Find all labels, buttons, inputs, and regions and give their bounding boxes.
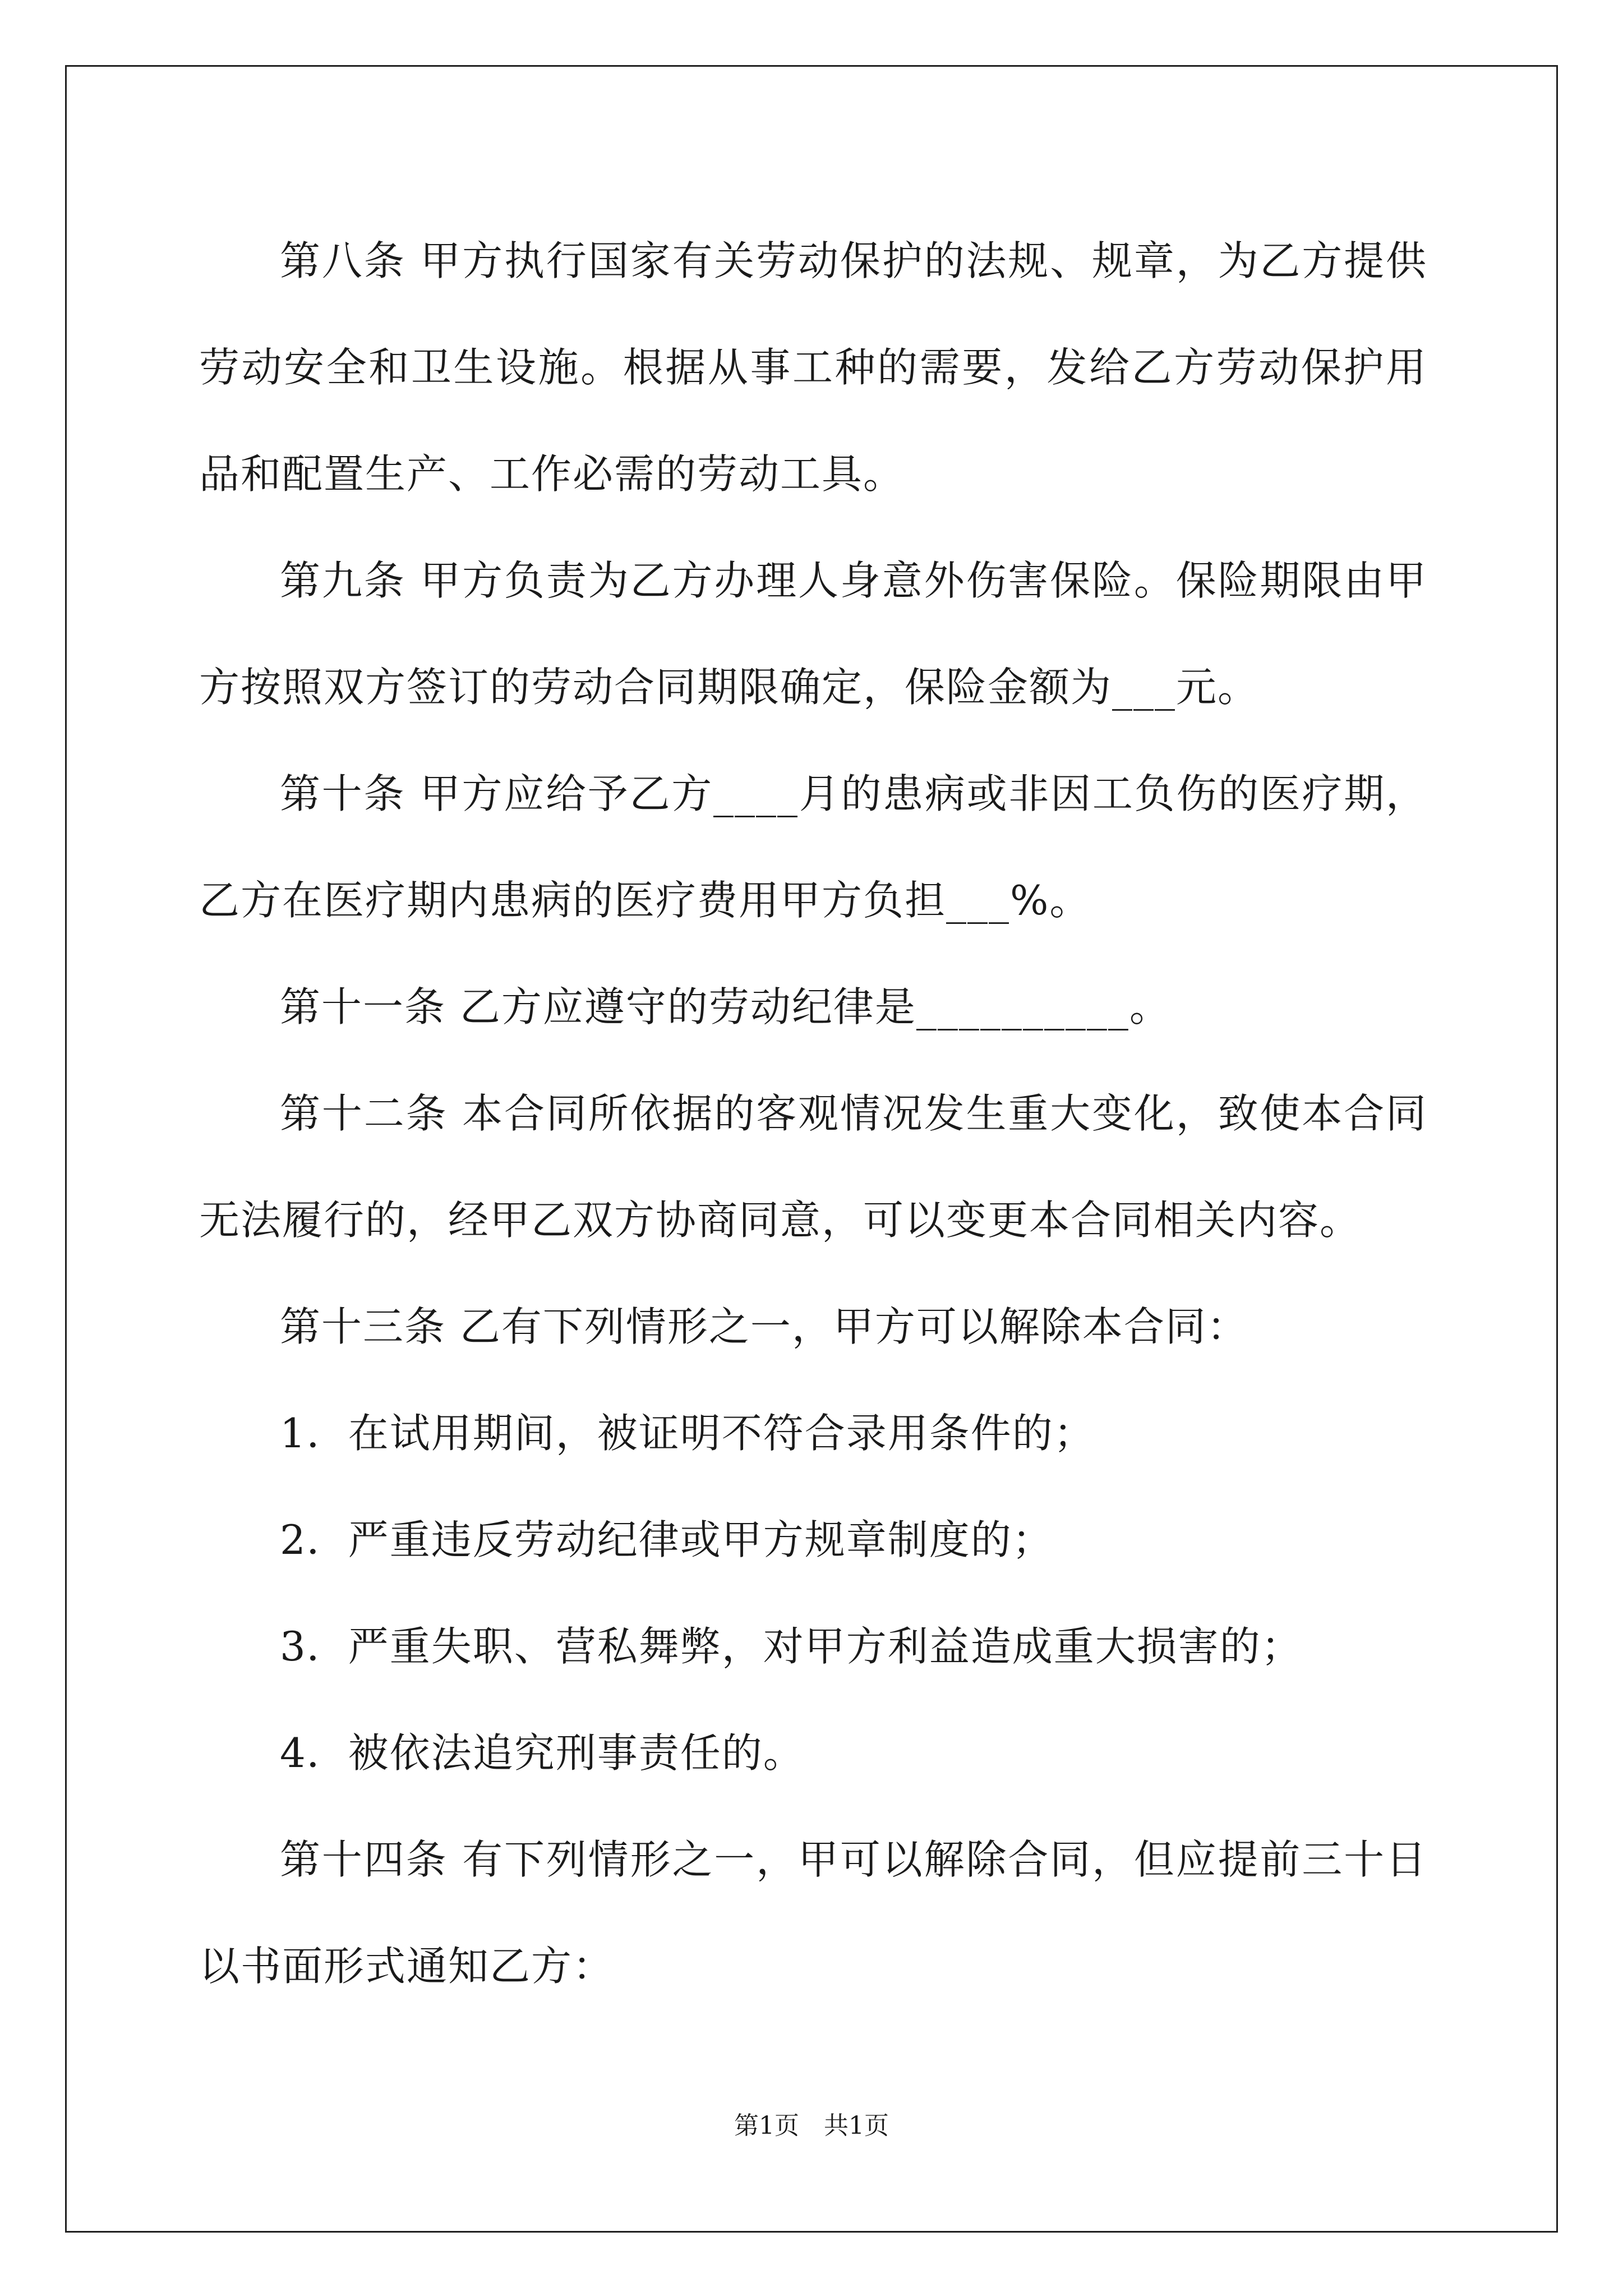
paragraph-article-9: 第九条 甲方负责为乙方办理人身意外伤害保险。保险期限由甲方按照双方签订的劳动合同期限确定，保险金额为___元。	[199, 557, 1427, 711]
list-item-13-1: 1．在试用期间，被证明不符合录用条件的；	[280, 1410, 1095, 1457]
paragraph-article-12: 第十二条 本合同所依据的客观情况发生重大变化，致使本合同无法履行的，经甲乙双方协商同意，可以变更本合同相关内容。	[199, 1090, 1427, 1244]
list-item-13-4: 4．被依法追究刑事责任的。	[280, 1729, 805, 1777]
page-footer: 第1页 共1页	[734, 2111, 889, 2140]
paragraph-article-14: 第十四条 有下列情形之一，甲可以解除合同，但应提前三十日以书面形式通知乙方：	[199, 1836, 1427, 1990]
list-item-13-2: 2．严重违反劳动纪律或甲方规章制度的；	[280, 1516, 1054, 1563]
list-item-13-3: 3．严重失职、营私舞弊，对甲方利益造成重大损害的；	[280, 1623, 1303, 1670]
paragraph-article-13: 第十三条 乙有下列情形之一，甲方可以解除本合同：	[280, 1303, 1248, 1350]
paragraph-article-10: 第十条 甲方应给予乙方____月的患病或非因工负伤的医疗期，乙方在医疗期内患病的医疗费用甲方负担___%。	[199, 770, 1427, 924]
document-body	[199, 208, 1427, 2019]
paragraph-article-8: 第八条 甲方执行国家有关劳动保护的法规、规章，为乙方提供劳动安全和卫生设施。根据从事工种的需要，发给乙方劳动保护用品和配置生产、工作必需的劳动工具。	[199, 237, 1427, 498]
paragraph-article-11: 第十一条 乙方应遵守的劳动纪律是__________。	[280, 983, 1171, 1030]
